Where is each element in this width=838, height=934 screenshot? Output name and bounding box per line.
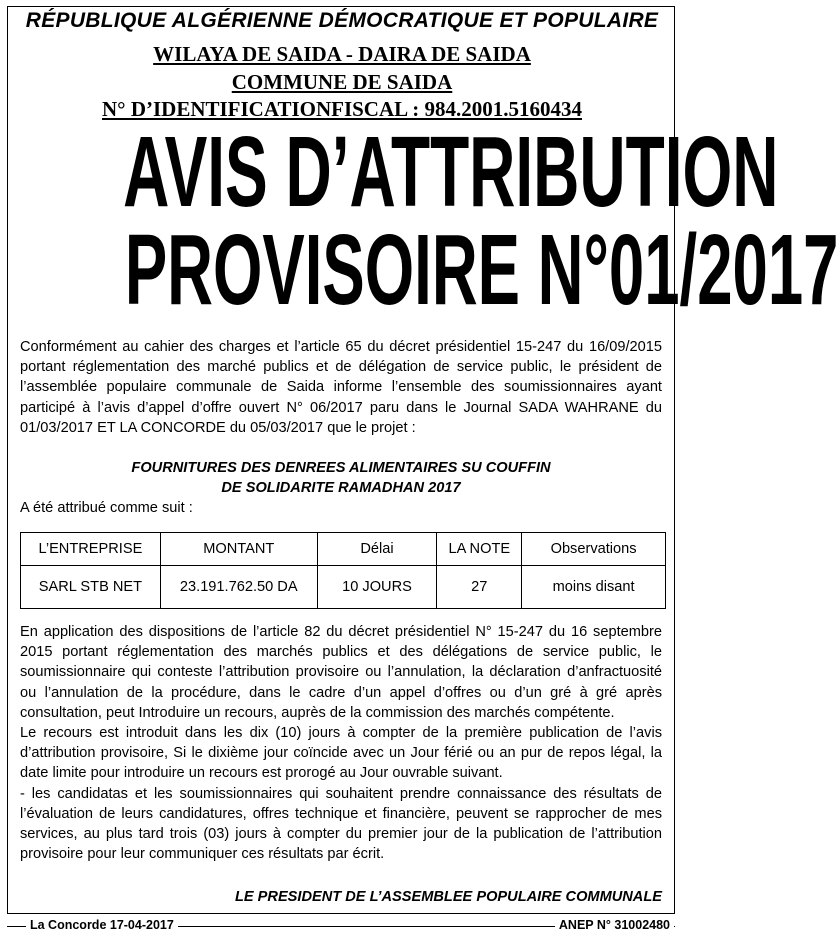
header-cell: LA NOTE (437, 533, 522, 566)
score-cell: 27 (437, 566, 522, 609)
recourse-paragraph: En application des dispositions de l’article 82 du décret présidentiel N° 15-247 du 16 septembre 2015 portant réglementation des marchés publics et des délégations de service public, le soumissionnaire qui conteste l’attribution provisoire ou l’annulation, la déclaration d’anfractuosité ou l’annulation de la procédure, dans le cadre d’un appel d’offres ou d’un gré à gré après consultation, peut Introduire un recours, auprès de la commission des marchés compétente. (20, 624, 662, 721)
header-cell: L’ENTREPRISE (21, 533, 161, 566)
title-line-1: AVIS D’ATTRIBUTION (123, 116, 779, 228)
body-text (20, 622, 662, 864)
attributed-label: A été attribué comme suit : (20, 500, 193, 516)
footer-anep-number: ANEP N° 31002480 (555, 918, 674, 932)
project-line-1: FOURNITURES DES DENREES ALIMENTAIRES SU COUFFIN (131, 460, 551, 476)
intro-paragraph: Conformément au cahier des charges et l’article 65 du décret présidentiel 15-247 du 16/09/2015 portant réglementation des marché publics et de délégation de service public, le président de l’assemblée populaire communale de Saida informe l’ensemble des soumissionnaires ayant participé à l’avis d’appel d’offre ouvert N° 06/2017 paru dans le Journal SADA WAHRANE du 01/03/2017 ET LA CONCORDE du 05/03/2017 que le projet : (20, 339, 662, 436)
table-header-row (21, 533, 666, 566)
signature: LE PRESIDENT DE L’ASSEMBLEE POPULAIRE COMMUNALE (234, 889, 662, 905)
header-wilaya: WILAYA DE SAIDA - DAIRA DE SAIDA (153, 42, 531, 66)
header-fiscal-id: N° D’IDENTIFICATIONFISCAL : 984.2001.5160434 (102, 97, 582, 121)
award-table (20, 532, 666, 609)
header-republic: RÉPUBLIQUE ALGÉRIENNE DÉMOCRATIQUE ET POPULAIRE (25, 9, 659, 32)
header-cell: Délai (317, 533, 437, 566)
results-paragraph: - les candidatas et les soumissionnaires qui souhaitent prendre connaissance des résultats de l’évaluation de leurs candidatures, offres technique et financière, peuvent se rapprocher de mes services, au plus tard trois (03) jours à compter du premier jour de la publication de l’attribution provisoire pour leur communiquer ces résultats par écrit. (20, 785, 662, 863)
company-cell: SARL STB NET (21, 566, 161, 609)
title-line-2: PROVISOIRE N°01/2017 (124, 214, 838, 326)
header-cell: Observations (522, 533, 666, 566)
deadline-paragraph: Le recours est introduit dans les dix (10) jours à compter de la première publication de l’avis d’attribution provisoire, Si le dixième jour coïncide avec un Jour férié ou an pur de repos légal, la date limite pour introduire un recours est prorogé au Jour ouvrable suivant. (20, 725, 662, 782)
header-commune: COMMUNE DE SAIDA (231, 70, 453, 94)
observation-cell: moins disant (522, 566, 666, 609)
delay-cell: 10 JOURS (317, 566, 437, 609)
header-cell: MONTANT (160, 533, 317, 566)
amount-cell: 23.191.762.50 DA (160, 566, 317, 609)
project-line-2: DE SOLIDARITE RAMADHAN 2017 (221, 480, 461, 496)
footer-publication: La Concorde 17-04-2017 (26, 918, 178, 932)
project-title (20, 458, 662, 498)
table-row (21, 566, 666, 609)
